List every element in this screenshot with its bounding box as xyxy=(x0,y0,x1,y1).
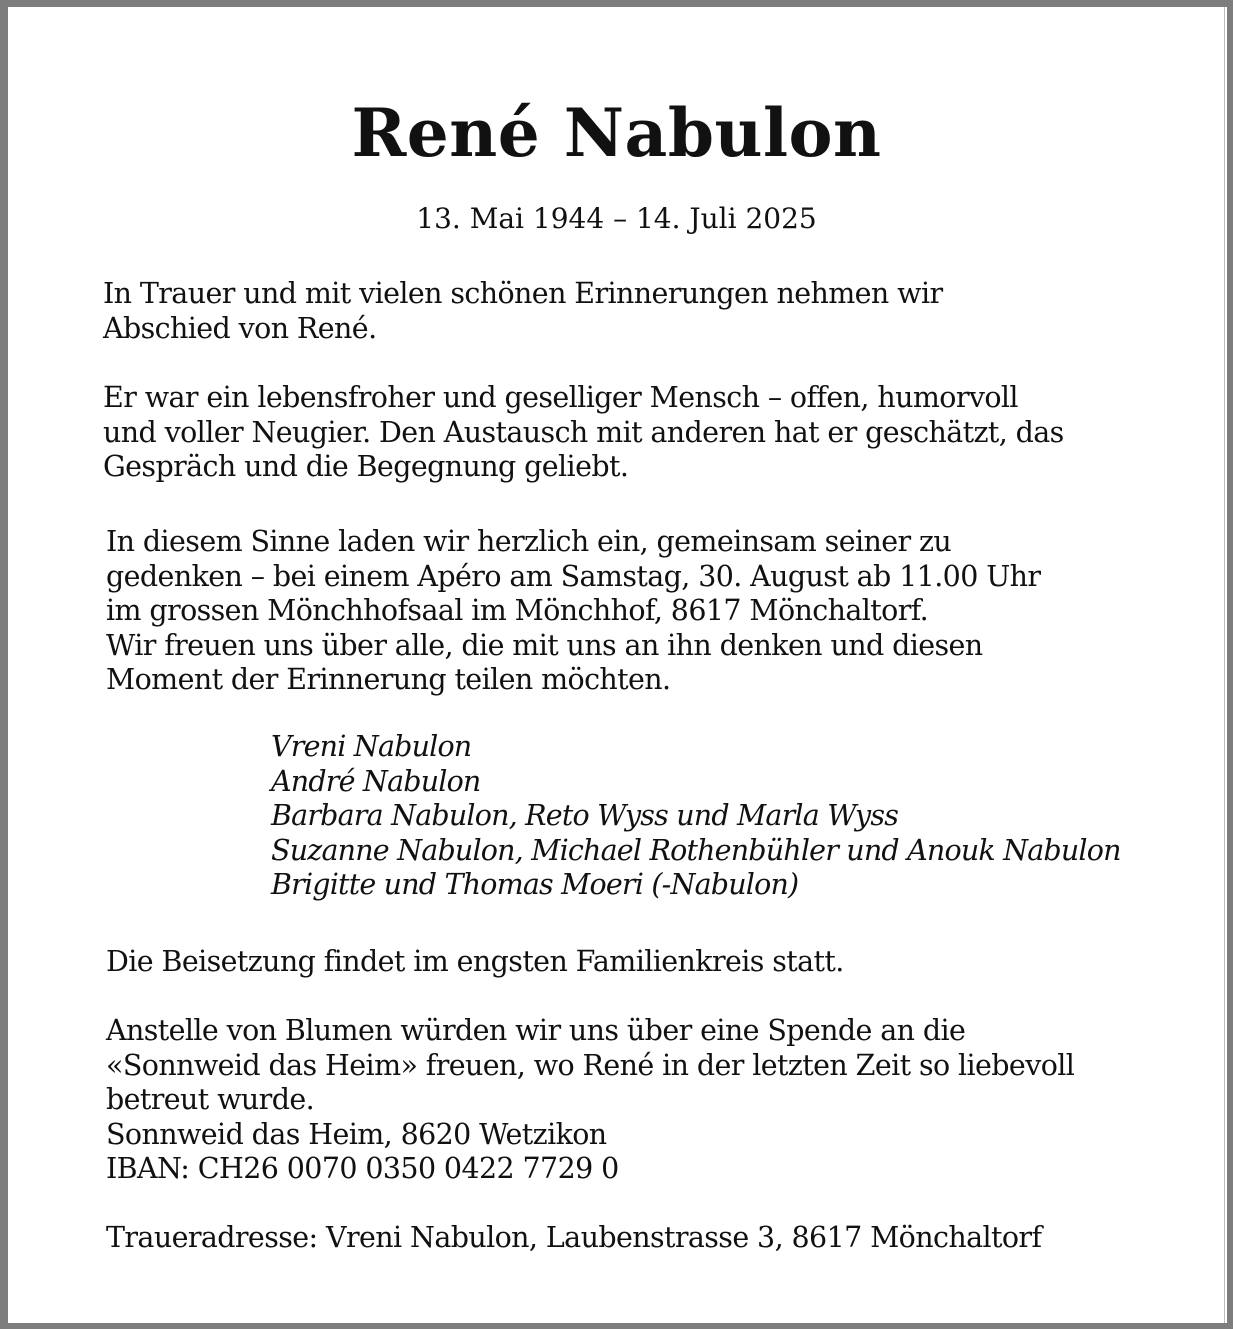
mourning-address-line: Traueradresse: Vreni Nabulon, Laubenstrasse 3, 8617 Mönchaltorf xyxy=(106,1221,1042,1254)
invitation-line: Moment der Erinnerung teilen möchten. xyxy=(106,663,671,696)
family-member: Suzanne Nabulon, Michael Rothenbühler und Anouk Nabulon xyxy=(271,833,1121,867)
invitation-line: In diesem Sinne laden wir herzlich ein, gemeinsam seiner zu xyxy=(106,525,952,558)
life-dates: 13. Mai 1944 – 14. Juli 2025 xyxy=(416,202,817,235)
intro-paragraph xyxy=(103,277,942,346)
family-member: André Nabulon xyxy=(271,764,481,798)
deceased-name: René Nabulon xyxy=(351,94,882,172)
family-signatures xyxy=(271,730,1121,903)
intro-line: Abschied von René. xyxy=(103,311,377,345)
donation-line: betreut wurde. xyxy=(106,1083,315,1116)
invitation-paragraph xyxy=(106,525,1040,698)
character-paragraph xyxy=(103,381,1064,485)
intro-line: In Trauer und mit vielen schönen Erinnerungen nehmen wir xyxy=(103,277,943,310)
donation-line: «Sonnweid das Heim» freuen, wo René in der letzten Zeit so liebevoll xyxy=(106,1048,1075,1082)
character-line: und voller Neugier. Den Austausch mit anderen hat er geschätzt, das xyxy=(103,415,1064,449)
donation-iban: IBAN: CH26 0070 0350 0422 7729 0 xyxy=(106,1152,619,1185)
character-line: Er war ein lebensfroher und geselliger Mensch – offen, humorvoll xyxy=(103,381,1018,414)
burial-paragraph xyxy=(106,945,844,980)
donation-line: Anstelle von Blumen würden wir uns über eine Spende an die xyxy=(106,1014,966,1047)
family-member: Brigitte und Thomas Moeri (-Nabulon) xyxy=(271,868,799,901)
donation-paragraph xyxy=(106,1014,1074,1187)
family-member: Barbara Nabulon, Reto Wyss und Marla Wyss xyxy=(271,799,899,832)
character-line: Gespräch und die Begegnung geliebt. xyxy=(103,450,629,483)
burial-line: Die Beisetzung findet im engsten Familienkreis statt. xyxy=(106,945,844,978)
family-member: Vreni Nabulon xyxy=(271,730,472,763)
invitation-line: gedenken – bei einem Apéro am Samstag, 30. August ab 11.00 Uhr xyxy=(106,559,1041,593)
donation-address: Sonnweid das Heim, 8620 Wetzikon xyxy=(106,1117,607,1151)
invitation-line: Wir freuen uns über alle, die mit uns an ihn denken und diesen xyxy=(106,628,983,662)
invitation-line: im grossen Mönchhofsaal im Mönchhof, 8617 Mönchaltorf. xyxy=(106,594,929,627)
mourning-address xyxy=(106,1221,1041,1256)
